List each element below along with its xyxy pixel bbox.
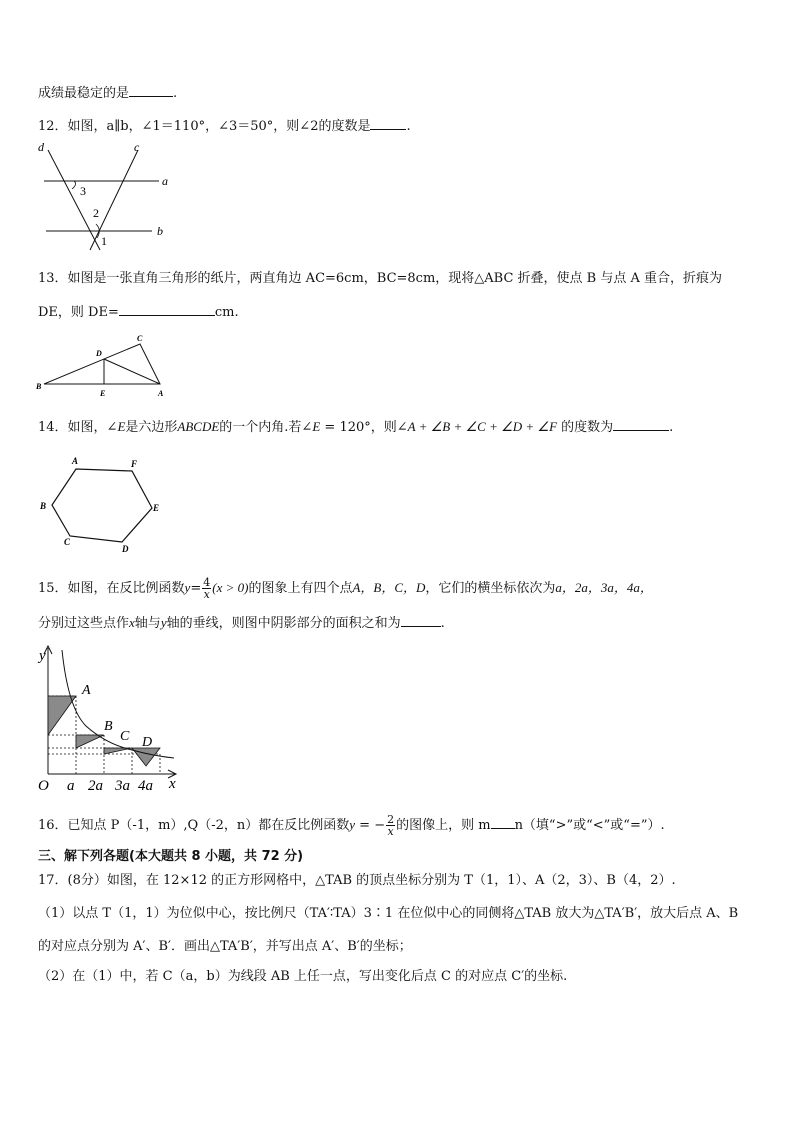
triangle-abc	[44, 344, 160, 384]
label-C: C	[137, 334, 143, 343]
answer-blank	[370, 117, 406, 130]
label-F: F	[131, 459, 138, 469]
label-b: b	[157, 224, 163, 238]
label-E: E	[153, 503, 160, 513]
tick-4a: 4a	[138, 778, 153, 794]
tick-2a: 2a	[88, 778, 103, 794]
q16-text: 16．已知点 P（-1，m）,Q（-2，n）都在反比例函数y = − $\frac{2}{x}$ 的图像上，则 m n（填“>”或“<”或“=”）.	[38, 813, 665, 838]
answer-blank	[119, 303, 215, 316]
q14-text: 14．如图，∠E是六边形ABCDE的一个内角.若∠E = 120°，则∠A + ∠B + ∠C + ∠D + ∠F 的度数为 .	[38, 419, 674, 435]
q12-figure	[34, 138, 174, 253]
label-A: A	[158, 389, 164, 398]
q17-line1: 17．(8分）如图，在 12×12 的正方形网格中，△TAB 的顶点坐标分别为 T（1，1）、A（2，3）、B（4，2）.	[38, 873, 676, 888]
q17-line3: 的对应点分别为 A′、B′．画出△TA′B′，并写出点 A′、B′的坐标；	[38, 939, 412, 954]
label-2: 2	[93, 206, 99, 220]
label-C: C	[120, 729, 130, 744]
q11-tail: 成绩最稳定的是 .	[38, 86, 178, 101]
answer-blank	[401, 614, 441, 627]
label-c: c	[134, 140, 140, 154]
label-A: A	[82, 683, 91, 698]
label-E: E	[100, 389, 106, 398]
label-D: D	[122, 544, 129, 554]
q13-line2: DE，则 DE= cm.	[38, 305, 239, 320]
answer-blank	[613, 418, 669, 431]
section-heading: 三、解下列各题(本大题共 8 小题，共 72 分)	[38, 849, 304, 864]
label-a: a	[162, 174, 168, 188]
label-B: B	[36, 382, 42, 391]
tick-3a: 3a	[115, 778, 130, 794]
q14-figure	[34, 450, 174, 560]
label-O: O	[38, 778, 49, 794]
label-x: x	[169, 776, 176, 792]
label-B: B	[104, 719, 113, 734]
label-D: D	[142, 735, 153, 750]
answer-blank	[491, 816, 515, 829]
label-3: 3	[80, 184, 86, 198]
q15-figure	[34, 640, 184, 798]
fraction: $\frac{4}{x}$	[203, 576, 211, 601]
q15-line2: 分别过这些点作x轴与y轴的垂线，则图中阴影部分的面积之和为 .	[38, 615, 445, 631]
label-C: C	[64, 537, 71, 547]
line-c	[90, 150, 138, 250]
line-d	[48, 150, 100, 250]
label-D: D	[96, 349, 102, 358]
label-A: A	[72, 456, 79, 466]
label-d: d	[38, 140, 44, 154]
hexagon	[52, 469, 152, 542]
q13-line1: 13．如图是一张直角三角形的纸片，两直角边 AC=6cm，BC=8cm，现将△ABC 折叠，使点 B 与点 A 重合，折痕为	[38, 271, 723, 286]
q13-figure	[34, 330, 174, 400]
q17-line2: （1）以点 T（1，1）为位似中心，按比例尺（TA′∶TA）3∶1 在位似中心的同侧将△TAB 放大为△TA′B′，放大后点 A、B	[38, 906, 739, 921]
q12-text: 12．如图，a∥b，∠1＝110°，∠3＝50°，则∠2的度数是 .	[38, 119, 411, 134]
label-y: y	[39, 648, 46, 664]
q15-line1: 15．如图，在反比例函数y= $\frac{4}{x}$ (x > 0)的图象上有四个点A，B，C，D，它们的横坐标依次为a，2a，3a，4a，	[38, 576, 653, 601]
label-1: 1	[101, 234, 107, 248]
answer-blank	[129, 84, 173, 97]
fraction: $\frac{2}{x}$	[387, 813, 395, 838]
angle-arc	[72, 181, 76, 189]
tick-a: a	[67, 778, 75, 794]
segment-da	[104, 359, 160, 384]
q17-line4: （2）在（1）中，若 C（a，b）为线段 AB 上任一点，写出变化后点 C 的对应点 C′的坐标.	[38, 969, 568, 984]
label-B: B	[40, 501, 47, 511]
